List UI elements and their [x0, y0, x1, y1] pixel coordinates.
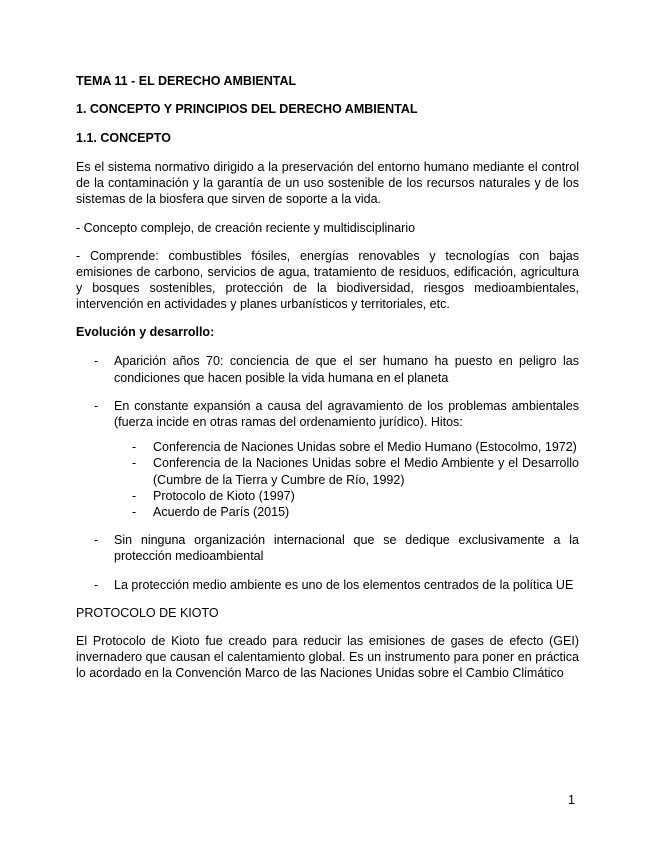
- milestone-text: Conferencia de la Naciones Unidas sobre el Medio Ambiente y el Desarrollo (Cumbre de la Tierra y Cumbre de Río, 1992): [153, 456, 579, 487]
- list-item-text: Aparición años 70: conciencia de que el ser humano ha puesto en peligro las condiciones que hacen posible la vida humana en el planeta: [114, 354, 579, 385]
- milestone-text: Protocolo de Kioto (1997): [153, 488, 295, 503]
- bullet-dash: -: [132, 456, 137, 471]
- scope-paragraph: - Comprende: combustibles fósiles, energías renovables y tecnologías con bajas emisiones de carbono, servicios de agua, tratamiento de residuos, edificación, agricultura y bosques sostenibles, protección de la biodiversidad, riesgos medioambientales, intervención en actividades y planes urbanísticos y territoriales, etc.: [76, 248, 579, 312]
- milestone-text: Conferencia de Naciones Unidas sobre el Medio Humano (Estocolmo, 1972): [153, 440, 577, 455]
- list-item: [76, 398, 579, 520]
- milestone-item: [114, 488, 579, 504]
- bullet-dash: -: [132, 440, 137, 455]
- list-item: [76, 577, 579, 593]
- bullet-dash: -: [132, 505, 137, 520]
- bullet-dash: -: [94, 398, 99, 413]
- evolution-list: [76, 353, 579, 592]
- document-title: TEMA 11 - EL DERECHO AMBIENTAL: [76, 74, 297, 88]
- kyoto-heading: PROTOCOLO DE KIOTO: [76, 605, 219, 620]
- milestones-list: [114, 439, 579, 520]
- milestone-item: [114, 455, 579, 487]
- list-item: [76, 353, 579, 385]
- concept-note: - Concepto complejo, de creación reciente y multidisciplinario: [76, 220, 416, 235]
- list-item-text: La protección medio ambiente es uno de los elementos centrados de la política UE: [114, 577, 574, 592]
- bullet-dash: -: [94, 354, 99, 369]
- bullet-dash: -: [94, 577, 99, 592]
- milestone-item: [114, 439, 579, 455]
- document-page: [76, 73, 579, 693]
- page-number: 1: [568, 793, 575, 807]
- section-heading: 1. CONCEPTO Y PRINCIPIOS DEL DERECHO AMBIENTAL: [76, 102, 418, 116]
- kyoto-paragraph: El Protocolo de Kioto fue creado para reducir las emisiones de gases de efecto (GEI) invernadero que causan el calentamiento global. Es un instrumento para poner en práctica lo acordado en la Convención Marco de las Naciones Unidas sobre el Cambio Climático: [76, 633, 579, 681]
- milestone-item: [114, 504, 579, 520]
- list-item-text: Sin ninguna organización internacional que se dedique exclusivamente a la protección medioambiental: [114, 533, 579, 564]
- bullet-dash: -: [94, 533, 99, 548]
- list-item: [76, 532, 579, 564]
- list-item-text: En constante expansión a causa del agravamiento de los problemas ambientales (fuerza incide en otras ramas del ordenamiento jurídico). Hitos:: [114, 398, 579, 430]
- subsection-heading: 1.1. CONCEPTO: [76, 131, 171, 145]
- bullet-dash: -: [132, 488, 137, 503]
- milestone-text: Acuerdo de París (2015): [153, 505, 290, 520]
- definition-paragraph: Es el sistema normativo dirigido a la preservación del entorno humano mediante el control de la contaminación y la garantía de un uso sostenible de los recursos naturales y de los sistemas de la biosfera que sirven de soporte a la vida.: [76, 160, 579, 207]
- evolution-heading: Evolución y desarrollo:: [76, 325, 215, 340]
